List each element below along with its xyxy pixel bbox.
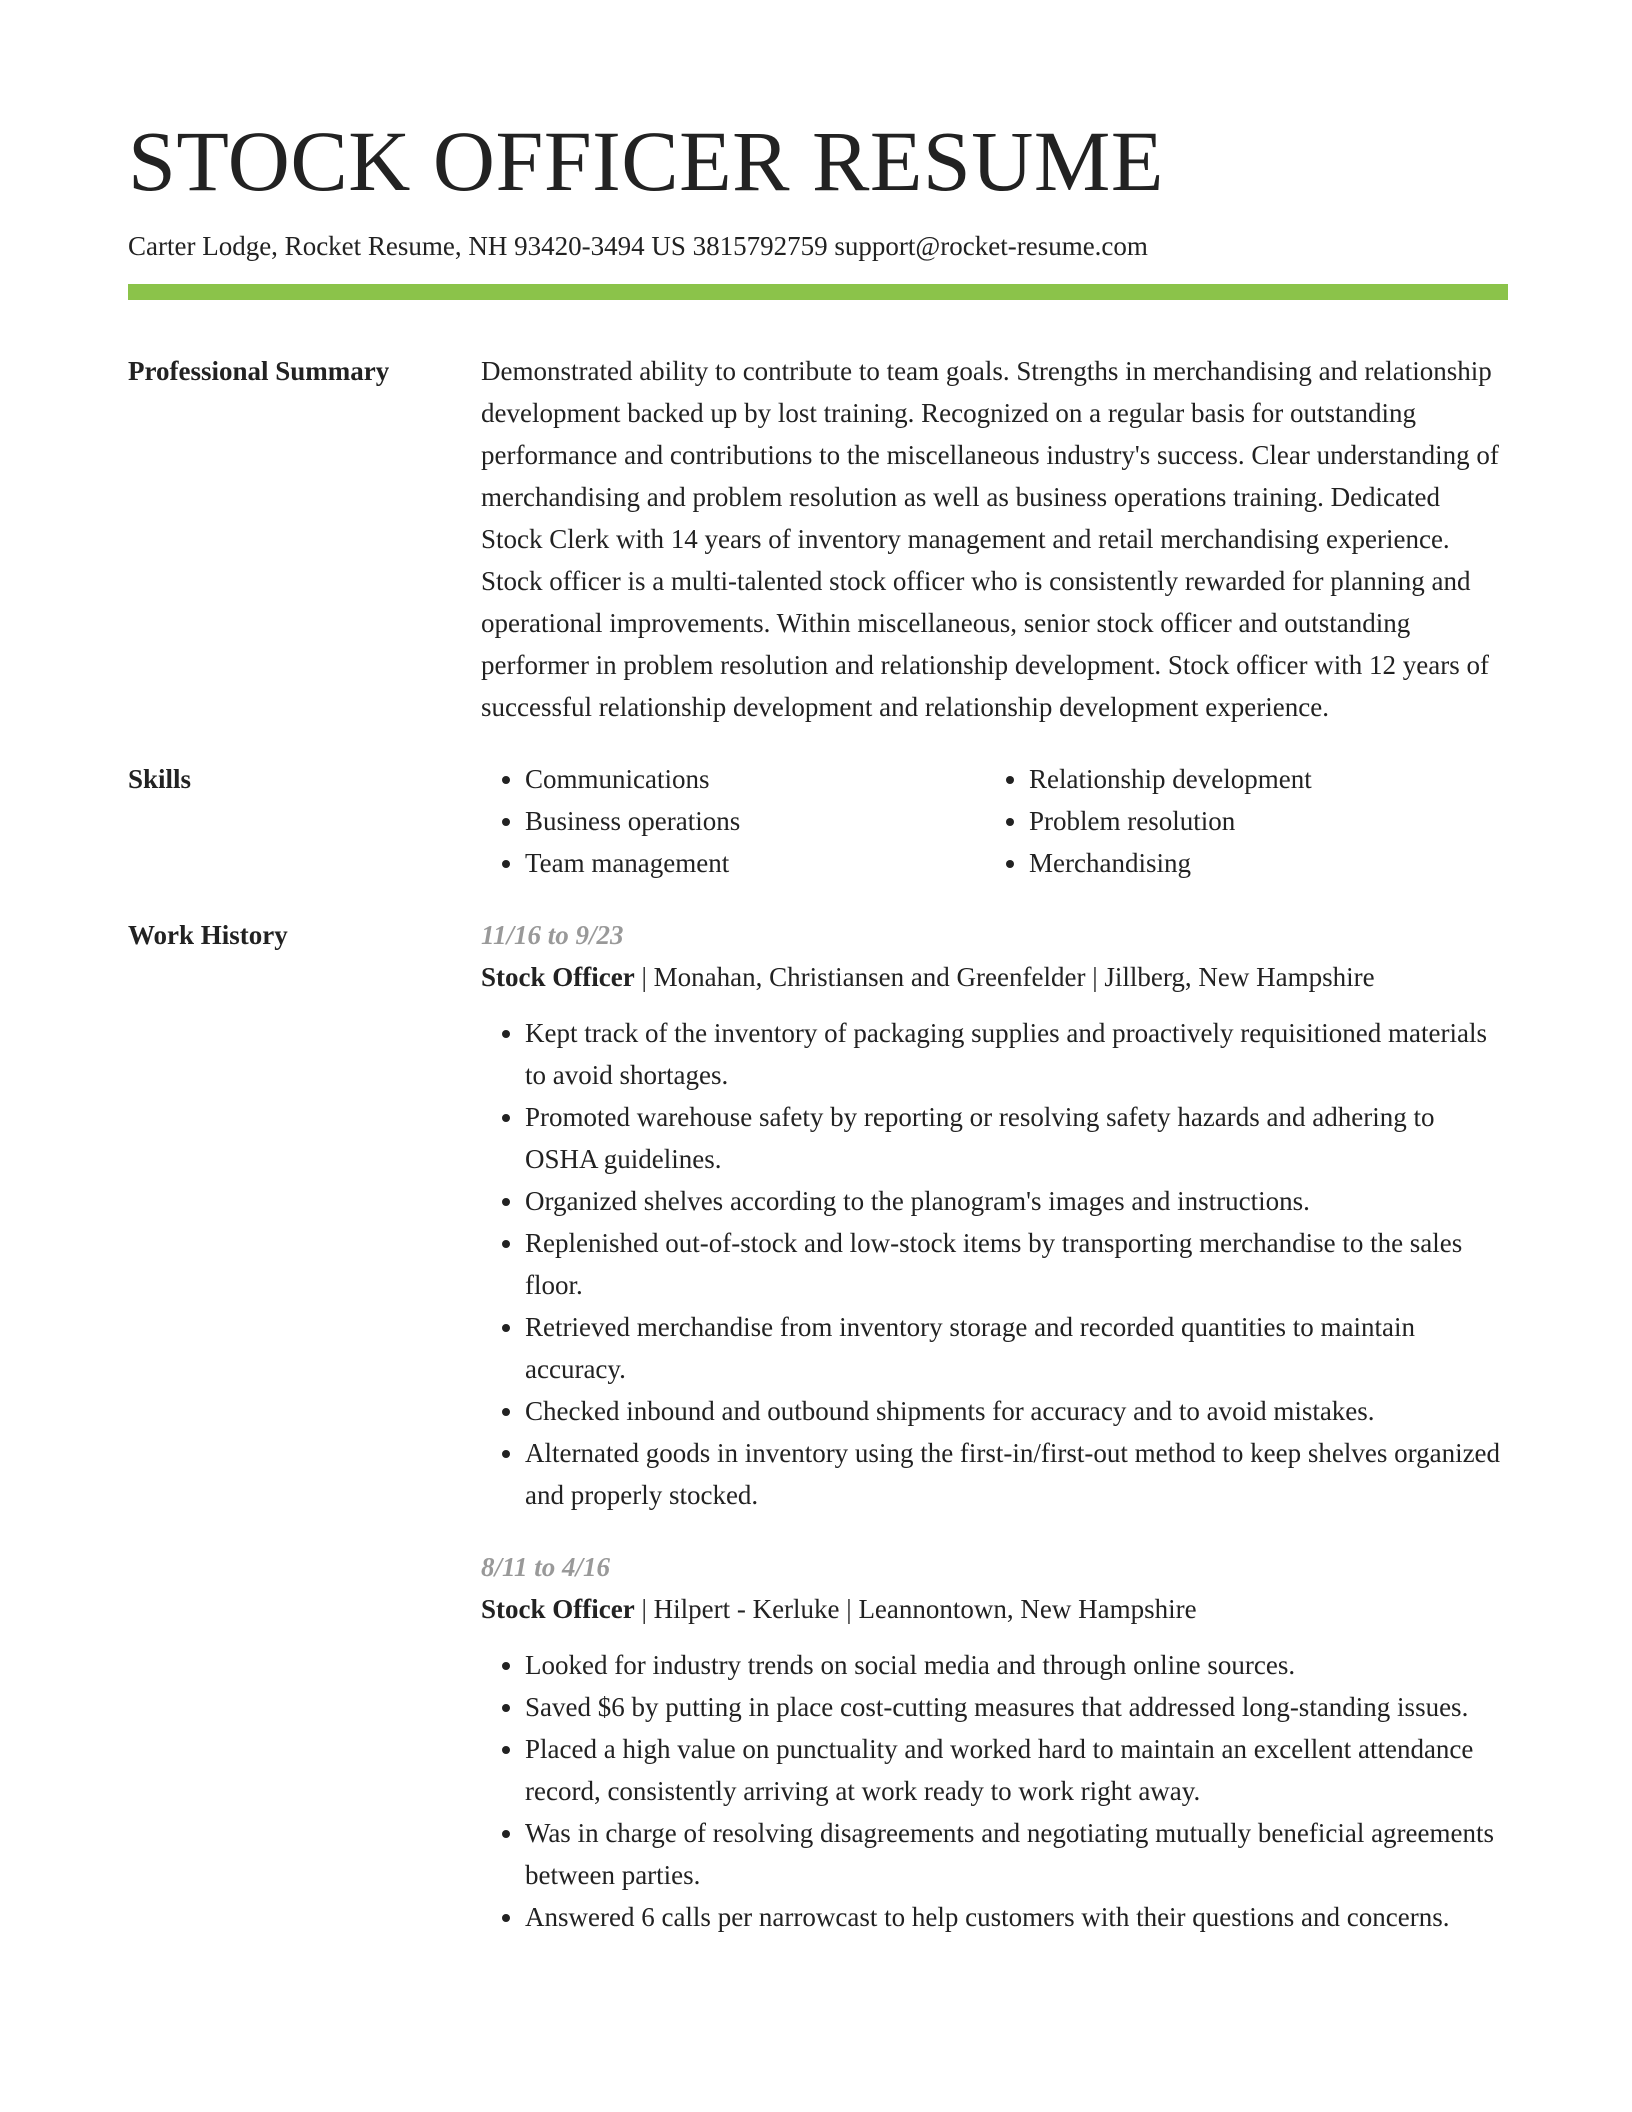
section-professional-summary [128, 350, 1508, 728]
job-details: | Hilpert - Kerluke | Leannontown, New Hampshire [634, 1594, 1197, 1625]
job-title-line [481, 956, 1508, 998]
skills-list-left [481, 758, 985, 884]
skill-item: • Relationship development [1029, 758, 1312, 800]
section-skills [128, 758, 1508, 884]
skill-item: • Business operations [525, 800, 985, 842]
skill-item: • Merchandising [1029, 842, 1312, 884]
job-bullet: • Alternated goods in inventory using the first-in/first-out method to keep shelves organized and properly stocked. [525, 1432, 1508, 1516]
section-label-work: Work History [128, 920, 288, 951]
job-bullets [481, 1644, 1508, 1938]
job-details: | Monahan, Christiansen and Greenfelder | Jillberg, New Hampshire [634, 962, 1375, 993]
job-dates: 11/16 to 9/23 [481, 920, 624, 951]
job-title: Stock Officer [481, 962, 635, 993]
job-bullet: • Saved $6 by putting in place cost-cutting measures that addressed long-standing issues. [525, 1686, 1508, 1728]
summary-text: Demonstrated ability to contribute to team goals. Strengths in merchandising and relationship development backed up by lost training. Recognized on a regular basis for outstanding performance and contributions to the miscellaneous industry's success. Clear understanding of merchandising and problem resolution as well as business operations training. Dedicated Stock Clerk with 14 years of inventory management and retail merchandising experience. Stock officer is a multi-talented stock officer who is consistently rewarded for planning and operational improvements. Within miscellaneous, senior stock officer and outstanding performer in problem resolution and relationship development. Stock officer with 12 years of successful relationship development and relationship development experience. [481, 356, 1499, 723]
page-title: STOCK OFFICER RESUME [128, 113, 1164, 209]
job-title-line [481, 1588, 1508, 1630]
skills-columns [481, 758, 1508, 884]
job-bullet: • Answered 6 calls per narrowcast to help customers with their questions and concerns. [525, 1896, 1508, 1938]
section-label-skills: Skills [128, 764, 192, 795]
job-bullet: • Organized shelves according to the planogram's images and instructions. [525, 1180, 1508, 1222]
job-bullet: • Was in charge of resolving disagreements and negotiating mutually beneficial agreements between parties. [525, 1812, 1508, 1896]
header-divider [128, 284, 1508, 300]
summary-body [481, 350, 1508, 728]
job-entry [481, 914, 1508, 1516]
job-bullet: • Kept track of the inventory of packaging supplies and proactively requisitioned materials to avoid shortages. [525, 1012, 1508, 1096]
job-bullet: • Placed a high value on punctuality and worked hard to maintain an excellent attendance record, consistently arriving at work ready to work right away. [525, 1728, 1508, 1812]
resume-page [128, 113, 1508, 1968]
skills-body [481, 758, 1508, 884]
skill-item: • Communications [525, 758, 985, 800]
job-title: Stock Officer [481, 1594, 635, 1625]
job-bullets [481, 1012, 1508, 1516]
skills-list-right [985, 758, 1312, 884]
job-bullet: • Replenished out-of-stock and low-stock items by transporting merchandise to the sales floor. [525, 1222, 1508, 1306]
work-body [481, 914, 1508, 1968]
job-bullet: • Retrieved merchandise from inventory storage and recorded quantities to maintain accuracy. [525, 1306, 1508, 1390]
job-bullet: • Checked inbound and outbound shipments for accuracy and to avoid mistakes. [525, 1390, 1508, 1432]
job-dates: 8/11 to 4/16 [481, 1552, 611, 1583]
section-label-summary: Professional Summary [128, 356, 390, 387]
job-bullet: • Looked for industry trends on social media and through online sources. [525, 1644, 1508, 1686]
skill-item: • Team management [525, 842, 985, 884]
section-work-history [128, 914, 1508, 1968]
skill-item: • Problem resolution [1029, 800, 1312, 842]
job-entry [481, 1546, 1508, 1938]
contact-line: Carter Lodge, Rocket Resume, NH 93420-3494 US 3815792759 support@rocket-resume.com [128, 231, 1148, 261]
job-bullet: • Promoted warehouse safety by reporting or resolving safety hazards and adhering to OSHA guidelines. [525, 1096, 1508, 1180]
